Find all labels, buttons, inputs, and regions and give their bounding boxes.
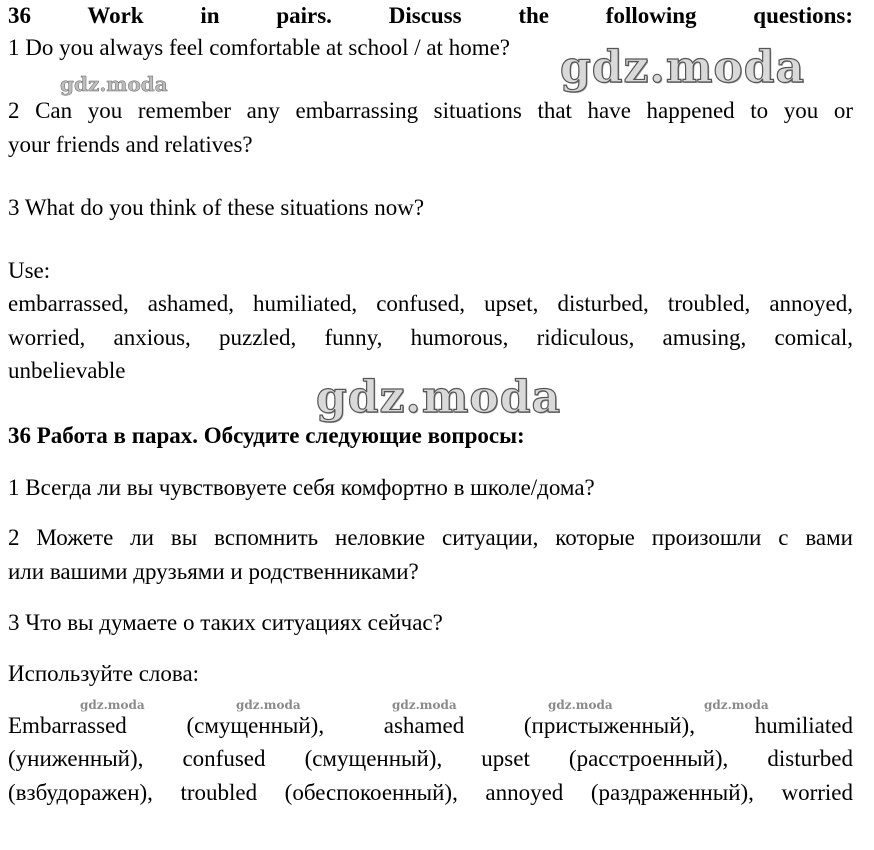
watermark-logo: gdz.moda — [236, 698, 301, 712]
question-3-russian: 3 Что вы думаете о таких ситуациях сейчас? — [8, 610, 443, 635]
question-2-russian-line-1: 2 Можете ли вы вспомнить неловкие ситуации, которые произошли с вами — [8, 525, 853, 550]
question-3-english: 3 What do you think of these situations now? — [8, 195, 425, 220]
watermark-logo: gdz.moda — [560, 42, 806, 93]
word-list-russian-line-2: (униженный), confused (смущенный), upset (расстроенный), disturbed — [8, 746, 853, 771]
question-2-english-line-1: 2 Can you remember any embarrassing situations that have happened to you or — [8, 98, 853, 123]
question-2-english-line-2: your friends and relatives? — [8, 132, 253, 157]
watermark-logo: gdz.moda — [60, 72, 168, 96]
watermark-logo: gdz.moda — [548, 698, 613, 712]
watermark-logo: gdz.moda — [316, 372, 562, 423]
heading-russian: 36 Работа в парах. Обсудите следующие вопросы: — [8, 423, 525, 448]
heading-english: 36 Work in pairs. Discuss the following questions: — [8, 3, 853, 28]
watermark-logo: gdz.moda — [704, 698, 769, 712]
word-list-russian-line-3: (взбудоражен), troubled (обеспокоенный), annoyed (раздраженный), worried — [8, 780, 853, 805]
watermark-logo: gdz.moda — [392, 698, 457, 712]
use-label-russian: Используйте слова: — [8, 661, 200, 686]
watermark-logo: gdz.moda — [80, 698, 145, 712]
word-list-english-line-2: worried, anxious, puzzled, funny, humorous, ridiculous, amusing, comical, — [8, 325, 853, 350]
word-list-russian-line-1: Embarrassed (смущенный), ashamed (пристыженный), humiliated — [8, 713, 853, 738]
question-1-english: 1 Do you always feel comfortable at school / at home? — [8, 35, 511, 60]
word-list-english-line-3: unbelievable — [8, 358, 126, 383]
question-1-russian: 1 Всегда ли вы чувствовуете себя комфортно в школе/дома? — [8, 475, 595, 500]
word-list-english-line-1: embarrassed, ashamed, humiliated, confused, upset, disturbed, troubled, annoyed, — [8, 291, 853, 316]
use-label-english: Use: — [8, 258, 51, 283]
question-2-russian-line-2: или вашими друзьями и родственниками? — [8, 559, 419, 584]
